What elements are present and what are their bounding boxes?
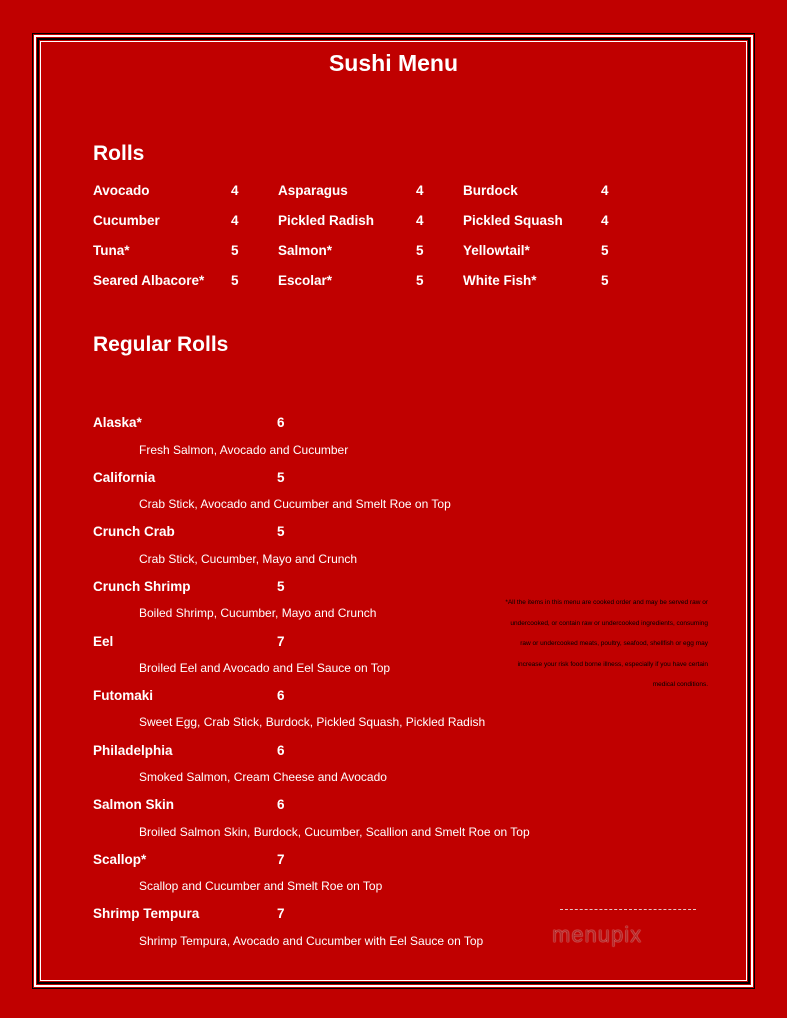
regular-roll-description: Crab Stick, Avocado and Cucumber and Smelt Roe on Top xyxy=(139,497,451,511)
regular-roll-price: 7 xyxy=(277,852,285,867)
notice-line: increase your risk food borne illness, especially if you have certain xyxy=(517,660,708,668)
regular-rolls-heading: Regular Rolls xyxy=(93,333,229,356)
roll-price: 4 xyxy=(231,213,239,228)
roll-name: Burdock xyxy=(463,183,518,198)
roll-price: 4 xyxy=(601,183,609,198)
regular-roll-price: 5 xyxy=(277,579,285,594)
regular-roll-name: Crunch Shrimp xyxy=(93,579,191,594)
regular-roll-name: Crunch Crab xyxy=(93,524,175,539)
regular-roll-description: Scallop and Cucumber and Smelt Roe on Top xyxy=(139,879,383,893)
regular-roll-name: Philadelphia xyxy=(93,743,173,758)
roll-price: 5 xyxy=(416,243,424,258)
roll-price: 4 xyxy=(601,213,609,228)
roll-price: 4 xyxy=(416,213,424,228)
roll-price: 5 xyxy=(601,273,609,288)
regular-roll-description: Broiled Eel and Avocado and Eel Sauce on Top xyxy=(139,661,391,675)
regular-roll-price: 6 xyxy=(277,415,285,430)
regular-roll-price: 6 xyxy=(277,688,285,703)
regular-roll-price: 7 xyxy=(277,906,285,921)
regular-roll-name: Salmon Skin xyxy=(93,797,175,812)
regular-roll-description: Fresh Salmon, Avocado and Cucumber xyxy=(139,443,349,457)
roll-name: Cucumber xyxy=(93,213,160,228)
roll-price: 5 xyxy=(416,273,424,288)
raw-food-notice xyxy=(440,593,708,696)
regular-roll-name: Eel xyxy=(93,634,114,649)
regular-roll-description: Sweet Egg, Crab Stick, Burdock, Pickled Squash, Pickled Radish xyxy=(139,715,486,729)
regular-roll-description: Smoked Salmon, Cream Cheese and Avocado xyxy=(139,770,387,784)
regular-roll-price: 6 xyxy=(277,743,285,758)
regular-roll-name: Futomaki xyxy=(93,688,154,703)
menupix-watermark: menupix xyxy=(552,922,643,947)
regular-roll-price: 5 xyxy=(277,524,285,539)
notice-line: undercooked, or contain raw or undercooked ingredients, consuming xyxy=(510,619,708,627)
roll-name: Tuna* xyxy=(93,243,130,258)
roll-name: Pickled Squash xyxy=(463,213,563,228)
roll-name: Asparagus xyxy=(278,183,348,198)
border-inner xyxy=(40,41,747,981)
notice-line: raw or undercooked meats, poultry, seafood, shellfish or egg may xyxy=(520,640,708,648)
roll-price: 5 xyxy=(231,273,239,288)
regular-roll-description: Broiled Salmon Skin, Burdock, Cucumber, Scallion and Smelt Roe on Top xyxy=(139,825,530,839)
menu-title: Sushi Menu xyxy=(328,50,459,76)
roll-name: Escolar* xyxy=(278,273,333,288)
roll-name: Pickled Radish xyxy=(278,213,375,228)
roll-name: Avocado xyxy=(93,183,150,198)
regular-roll-name: Alaska* xyxy=(93,415,142,430)
roll-price: 5 xyxy=(601,243,609,258)
roll-name: Seared Albacore* xyxy=(93,273,205,288)
roll-name: White Fish* xyxy=(463,273,537,288)
roll-price: 5 xyxy=(231,243,239,258)
regular-roll-description: Crab Stick, Cucumber, Mayo and Crunch xyxy=(139,552,358,566)
roll-name: Yellowtail* xyxy=(463,243,530,258)
regular-roll-name: California xyxy=(93,470,156,485)
regular-roll-price: 6 xyxy=(277,797,285,812)
notice-line: *All the items in this menu are cooked order and may be served raw or xyxy=(505,599,708,606)
notice-line: medical conditions. xyxy=(652,681,708,689)
rolls-heading: Rolls xyxy=(93,142,145,165)
regular-roll-description: Shrimp Tempura, Avocado and Cucumber with Eel Sauce on Top xyxy=(139,934,484,948)
roll-name: Salmon* xyxy=(278,243,333,258)
roll-price: 4 xyxy=(231,183,239,198)
regular-roll-description: Boiled Shrimp, Cucumber, Mayo and Crunch xyxy=(139,606,377,620)
watermark-rule xyxy=(560,909,696,910)
regular-roll-name: Scallop* xyxy=(93,852,147,867)
roll-price: 4 xyxy=(416,183,424,198)
regular-roll-price: 5 xyxy=(277,470,285,485)
regular-roll-price: 7 xyxy=(277,634,285,649)
regular-roll-name: Shrimp Tempura xyxy=(93,906,200,921)
